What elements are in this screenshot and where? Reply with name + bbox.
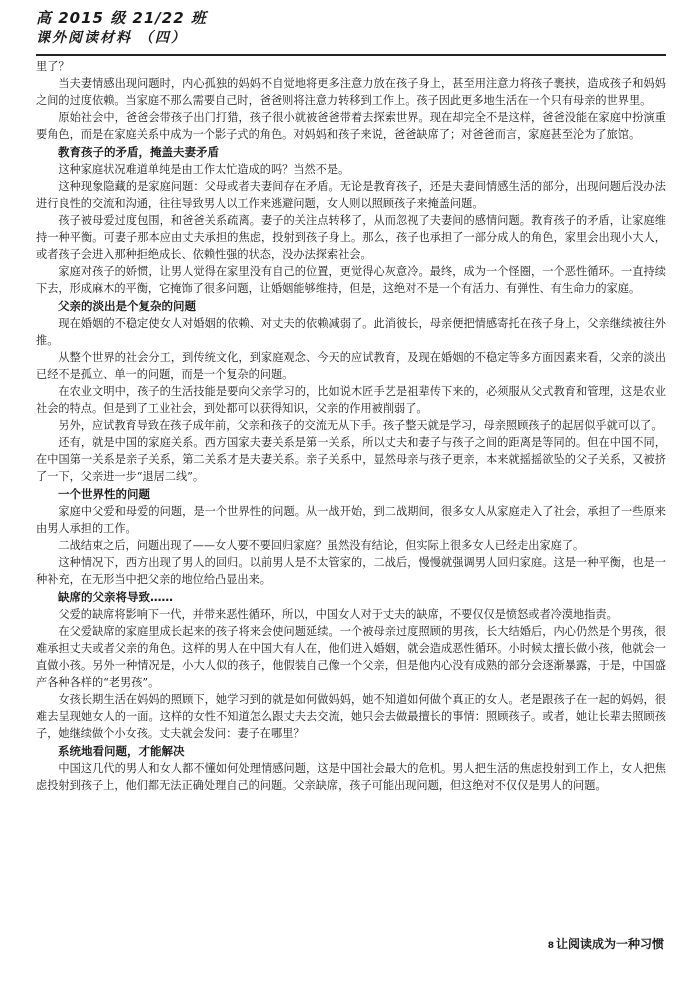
material-heading: 课外阅读材料 （四） <box>36 30 187 46</box>
paragraph: 在农业文明中，孩子的生活技能是要向父亲学习的，比如说木匠手艺是祖辈传下来的，必须服从父式教育和管理，这是农业社会的特点。但是到了工业社会，到处都可以获得知识，父亲的作用被削弱了。 <box>36 385 666 415</box>
paragraph: 二战结束之后，问题出现了——女人要不要回归家庭？虽然没有结论，但实际上很多女人已经走出家庭了。 <box>58 539 585 552</box>
paragraph: 在父爱缺席的家庭里成长起来的孩子将来会使问题延续。一个被母亲过度照顾的男孩，长大结婚后，内心仍然是个男孩，很难承担丈夫或者父亲的角色。这样的男人在中国大有人在，他们进入婚姻，就会造成恶性循环。小时候太擅长做小孩，他就会一直做小孩。另外一种情况是，小大人似的孩子，他假装自己像一个父亲，但是他内心没有成熟的部分会逐渐暴露，于是，中国盛产各种各样的“老男孩”。 <box>36 625 666 689</box>
paragraph: 里了？ <box>36 60 70 73</box>
paragraph: 父爱的缺席将影响下一代，并带来恶性循环，所以，中国女人对于丈夫的缺席，不要仅仅是愤怒或者冷漠地指责。 <box>58 608 618 621</box>
paragraph: 这种情况下，西方出现了男人的回归。以前男人是不太管家的，二战后，慢慢就强调男人回归家庭。这是一种平衡，也是一种补充，在无形当中把父亲的地位给凸显出来。 <box>36 556 666 586</box>
section-heading: 缺席的父亲将导致…… <box>58 590 173 604</box>
section-heading: 教育孩子的矛盾，掩盖夫妻矛盾 <box>58 145 219 159</box>
paragraph: 原始社会中，爸爸会带孩子出门打猎，孩子很小就被爸爸带着去探索世界。现在却完全不是这样，爸爸没能在家庭中扮演重要角色，而是在家庭关系中成为一个影子式的角色。对妈妈和孩子来说，爸爸缺席了；对爸爸而言，家庭甚至沦为了旅馆。 <box>36 111 666 141</box>
paragraph: 家庭中父爱和母爱的问题，是一个世界性的问题。从一战开始，到二战期间，很多女人从家庭走入了社会，承担了一些原来由男人承担的工作。 <box>36 505 666 535</box>
page-number: 8 <box>547 941 554 951</box>
paragraph: 家庭对孩子的娇惯，让男人觉得在家里没有自己的位置，更觉得心灰意冷。最终，成为一个怪圈，一个恶性循环。一直持续下去，形成麻木的平衡，它掩饰了很多问题，让婚姻能够维持，但是，这绝对不是一个有活力、有弹性、有生命力的家庭。 <box>36 265 666 295</box>
paragraph: 现在婚姻的不稳定使女人对婚姻的依赖、对丈夫的依赖减弱了。此消彼长，母亲便把情感寄托在孩子身上，父亲继续被往外推。 <box>36 317 666 347</box>
paragraph: 另外，应试教育导致在孩子成年前，父亲和孩子的交流无从下手。孩子整天就是学习，母亲照顾孩子的起居似乎就可以了。 <box>58 419 663 432</box>
header-divider <box>36 54 666 56</box>
section-heading: 父亲的淡出是个复杂的问题 <box>58 299 196 313</box>
section-heading: 一个世界性的问题 <box>58 487 150 501</box>
paragraph: 当夫妻情感出现问题时，内心孤独的妈妈不自觉地将更多注意力放在孩子身上，甚至用注意力将孩子裹挟，造成孩子和妈妈之间的过度依赖。当家庭不那么需要自己时，爸爸则将注意力转移到工作上。孩子因此更多地生活在一个只有母亲的世界里。 <box>36 77 666 107</box>
paragraph: 孩子被母爱过度包围，和爸爸关系疏离。妻子的关注点转移了，从而忽视了夫妻间的感情问题。教育孩子的矛盾，让家庭维持一种平衡。可妻子那本应由丈夫承担的焦虑，投射到孩子身上。那么，孩子也承担了一部分成人的角色，家里会出现小大人，或者孩子会进入那种拒绝成长、依赖性强的状态，没办法探索社会。 <box>36 214 666 261</box>
page-footer <box>548 935 664 955</box>
footer-slogan: 让阅读成为一种习惯 <box>555 937 664 951</box>
paragraph: 这种家庭状况难道单纯是由工作太忙造成的吗？当然不是。 <box>58 163 350 176</box>
section-heading: 系统地看问题，才能解决 <box>58 744 185 758</box>
article-body <box>36 58 666 908</box>
paragraph: 女孩长期生活在妈妈的照顾下，她学习到的就是如何做妈妈，她不知道如何做个真正的女人。老是跟孩子在一起的妈妈，很难去呈现她女人的一面。这样的女性不知道怎么跟丈夫去交流，她只会去做最擅长的事情：照顾孩子。或者，她让长辈去照顾孩子，她继续做个小女孩。丈夫就会发问：妻子在哪里？ <box>36 693 666 740</box>
paragraph: 还有，就是中国的家庭关系。西方国家夫妻关系是第一关系，所以丈夫和妻子与孩子之间的距离是等同的。但在中国不同，在中国第一关系是亲子关系，第二关系才是夫妻关系。亲子关系中，显然母亲与孩子更亲，本来就摇摇欲坠的父子关系，又被挤了一下，父亲进一步“退居二线”。 <box>36 436 666 483</box>
page-header <box>36 8 666 48</box>
paragraph: 中国这几代的男人和女人都不懂如何处理情感问题，这是中国社会最大的危机。男人把生活的焦虑投射到工作上，女人把焦虑投射到孩子上，他们都无法正确处理自己的问题。父亲缺席，孩子可能出现问题，但这绝对不仅仅是男人的问题。 <box>36 762 666 792</box>
paragraph: 这种现象隐藏的是家庭问题：父母或者夫妻间存在矛盾。无论是教育孩子，还是夫妻间情感生活的部分，出现问题后没办法进行良性的交流和沟通，往往导致男人以工作来逃避问题，女人则以照顾孩子来掩盖问题。 <box>36 180 666 210</box>
paragraph: 从整个世界的社会分工，到传统文化，到家庭观念、今天的应试教育，及现在婚姻的不稳定等多方面因素来看，父亲的淡出已经不是孤立、单一的问题，而是一个复杂的问题。 <box>36 351 666 381</box>
class-heading: 高 2015 级 21/22 班 <box>36 9 207 27</box>
